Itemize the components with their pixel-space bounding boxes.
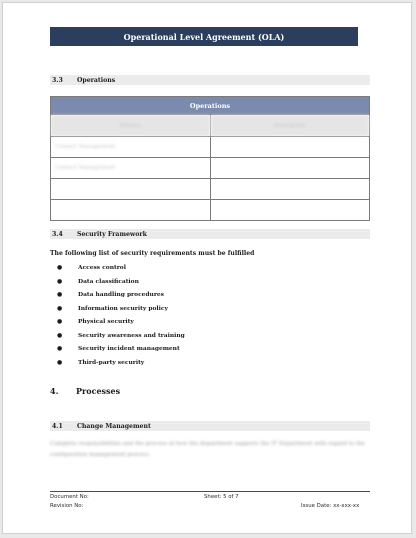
document-page — [2, 2, 412, 534]
operations-table-title: Operations — [51, 97, 370, 115]
table-cell — [51, 179, 211, 200]
section-number: 3.4 — [52, 230, 63, 238]
section-heading-processes — [50, 386, 120, 396]
list-item — [55, 356, 185, 370]
column-header-description: Description — [210, 115, 370, 137]
list-item-text: Third-party security — [78, 358, 145, 366]
footer-revision-no: Revision No: — [50, 503, 84, 509]
section-heading-operations — [50, 75, 370, 85]
list-item-text: Information security policy — [78, 304, 168, 312]
list-item — [55, 302, 185, 316]
bullet-icon: ● — [57, 264, 63, 272]
section-heading-change-management — [50, 421, 370, 431]
bullet-icon: ● — [57, 358, 63, 366]
table-cell — [210, 137, 370, 158]
table-row — [51, 200, 370, 221]
list-item-text: Physical security — [78, 318, 134, 326]
section-title: Processes — [76, 386, 121, 396]
security-requirements-list — [55, 261, 185, 369]
list-item — [55, 261, 185, 275]
table-row — [51, 158, 370, 179]
document-title: Operational Level Agreement (OLA) — [123, 31, 285, 42]
operations-table — [50, 96, 370, 221]
list-item-text: Access control — [78, 264, 126, 272]
section-number: 4.1 — [52, 422, 63, 430]
table-cell — [210, 158, 370, 179]
list-item-text: Security incident management — [78, 345, 180, 353]
table-row — [51, 179, 370, 200]
section-heading-security-framework — [50, 229, 370, 239]
footer-document-no: Document No: — [50, 494, 89, 500]
list-item — [55, 315, 185, 329]
section-title: Operations — [77, 76, 116, 84]
table-cell — [210, 179, 370, 200]
bullet-icon: ● — [57, 277, 63, 285]
footer-divider — [50, 491, 370, 492]
list-item — [55, 288, 185, 302]
security-intro-text: The following list of security requirements must be fulfilled — [50, 250, 255, 257]
column-header-process: Process — [51, 115, 211, 137]
bullet-icon: ● — [57, 345, 63, 353]
table-cell: Contact Management — [51, 137, 211, 158]
section-title: Security Framework — [77, 230, 147, 238]
list-item-text: Data classification — [78, 277, 139, 285]
bullet-icon: ● — [57, 304, 63, 312]
table-cell — [210, 200, 370, 221]
footer-issue-date: Issue Date: xx-xxx-xx — [301, 503, 360, 509]
document-title-bar — [50, 27, 358, 46]
change-management-paragraph: Complete responsibilities and the process of how the department supports the IT Department with regard to the configuration management process. — [50, 441, 365, 458]
bullet-icon: ● — [57, 291, 63, 299]
list-item — [55, 342, 185, 356]
section-title: Change Management — [77, 422, 151, 430]
list-item-text: Data handling procedures — [78, 291, 164, 299]
list-item — [55, 275, 185, 289]
list-item — [55, 329, 185, 343]
table-row — [51, 137, 370, 158]
section-number: 3.3 — [52, 76, 63, 84]
list-item-text: Security awareness and training — [78, 331, 185, 339]
bullet-icon: ● — [57, 331, 63, 339]
footer-sheet-number: Sheet: 5 of 7 — [204, 494, 239, 500]
section-number: 4. — [50, 386, 59, 396]
bullet-icon: ● — [57, 318, 63, 326]
table-cell: Contact Management — [51, 158, 211, 179]
table-cell — [51, 200, 211, 221]
